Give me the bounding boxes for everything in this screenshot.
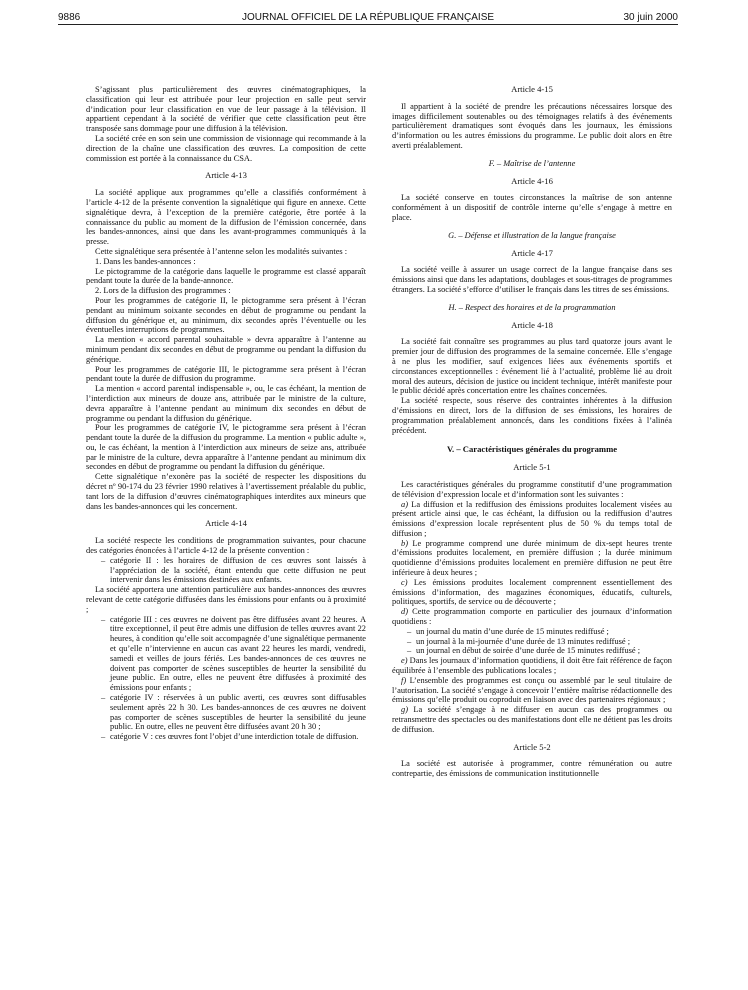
list-item-text: un journal à la mi-journée d’une durée de 13 minutes rediffusé ; <box>416 636 631 646</box>
paragraph: S’agissant plus particulièrement des œuvres cinématographiques, la classification qui leur est attribuée pour leur projection en salle peut servir d’indication pour leur classification en vue de leur passage à la télévision. Il appartient cependant à la société de vérifier que cette classification peut être transposée sans dommage pour une diffusion à la télévision. <box>86 85 366 134</box>
paragraph: La société crée en son sein une commission de visionnage qui recommande à la direction de la chaîne une classification des œuvres. La composition de cette commission est portée à la connaissance du CSA. <box>86 133 366 163</box>
journal-title: JOURNAL OFFICIEL DE LA RÉPUBLIQUE FRANÇAISE <box>241 12 495 23</box>
paragraph: La société respecte, sous réserve des contraintes inhérentes à la diffusion d’émissions en direct, lors de la diffusion de ses émissions, les horaires de programmation préalablement annoncés, dans les conditions fixées à l’alinéa précédent. <box>392 396 672 435</box>
paragraph: Pour les programmes de catégorie IV, le pictogramme sera présent à l’écran pendant toute la durée de la diffusion du programme. La mention « public adulte », ou, le cas échéant, la mention à l’interdiction aux mineurs de seize ans, attribuée par le ministre de la culture, devra apparaître à l’antenne pendant au minimum dix secondes en début de programme ou pendant la diffusion du générique. <box>86 423 366 472</box>
paragraph: La société conserve en toutes circonstances la maîtrise de son antenne conformément à un dispositif de contrôle interne qu’elle s’engage à mettre en place. <box>392 193 672 222</box>
right-column <box>392 85 672 779</box>
list-item <box>86 732 366 742</box>
dash-bullet: – <box>407 646 412 656</box>
paragraph: La société est autorisée à programmer, contre rémunération ou autre contrepartie, des émissions de communication institutionnelle <box>392 759 672 779</box>
paragraph: Pour les programmes de catégorie III, le pictogramme sera présent à l’écran pendant toute la durée de diffusion du programme. <box>86 364 366 384</box>
dash-bullet: – <box>101 693 106 703</box>
lettered-paragraph: b) Le programme comprend une durée minimum de dix-sept heures trente d’émissions produites localement, en première diffusion ; la durée minimum quotidienne d’émissions produites localement en première diffusion ne peut être inférieure à deux heures ; <box>392 538 672 578</box>
list-item <box>86 693 366 732</box>
paragraph: Il appartient à la société de prendre les précautions nécessaires lorsque des images difficilement soutenables ou des témoignages relatifs à des événements particulièrement dramatiques sont évoqués dans les journaux, les émissions d’information ou les autres émissions du programme. Le public doit alors en être averti préalablement. <box>392 101 672 150</box>
paragraph: La société respecte les conditions de programmation suivantes, pour chacune des catégories énoncées à l’article 4-12 de la présente convention : <box>86 536 366 556</box>
article-heading: Article 4-17 <box>511 247 553 258</box>
category-list <box>86 556 366 585</box>
section-heading: H. – Respect des horaires et de la programmation <box>448 302 616 312</box>
section-heading: G. – Défense et illustration de la langue française <box>448 230 616 240</box>
article-heading: Article 4-14 <box>205 518 247 529</box>
list-item-text: catégorie II : les horaires de diffusion de ces œuvres sont laissés à l’appréciation de la société, étant entendu que cette diffusion ne peut intervenir dans les émissions destinées aux enfants. <box>110 555 366 585</box>
article-heading: Article 4-16 <box>511 175 553 186</box>
list-item <box>392 637 672 647</box>
header-rule <box>58 24 678 25</box>
paragraph: 1. Dans les bandes-annonces : <box>95 256 196 266</box>
dash-bullet: – <box>101 555 106 565</box>
left-column <box>86 85 366 742</box>
paragraph: Pour les programmes de catégorie II, le pictogramme sera présent à l’écran pendant au minimum soixante secondes en début de programme ou pendant la diffusion du générique et, au minimum, dix secondes après l’éventuelle ou les éventuelles interruptions de programmes. <box>86 295 366 335</box>
article-heading: Article 4-15 <box>511 84 553 94</box>
list-item-text: catégorie III : ces œuvres ne doivent pas être diffusées avant 22 heures. A titre exceptionnel, il peut être admis une diffusion de telles œuvres avant 22 heures, à condition qu’elle soit accompagnée d’une signalétique permanente et qu’elle n’intervienne en aucun cas avant 22 heures les mardi, vendredi, samedi et veilles de jours fériés. Les bandes-annonces de ces œuvres ne doivent pas comporter de scènes susceptibles de heurter la sensibilité du jeune public. En outre, elles ne peuvent être diffusées à proximité des émissions pour enfants ; <box>110 614 366 693</box>
lettered-paragraph: g) La société s’engage à ne diffuser en aucun cas des programmes ou retransmettre des spectacles ou des manifestations dont elle ne détient pas les droits de diffusion. <box>392 705 673 734</box>
list-item <box>392 627 672 637</box>
dash-bullet: – <box>101 732 106 742</box>
list-item-text: un journal du matin d’une durée de 15 minutes rediffusé ; <box>416 626 609 636</box>
paragraph: Cette signalétique n’exonère pas la société de respecter les dispositions du décret nº 90-174 du 23 février 1990 relatives à l’avertissement préalable du public, tant lors de la diffusion d’œuvres cinématographiques interdites aux mineurs que dans les bandes-annonces qui les concernent. <box>86 472 366 511</box>
title-heading: V. – Caractéristiques générales du programme <box>446 444 618 455</box>
dash-bullet: – <box>407 636 412 646</box>
lettered-paragraph: e) Dans les journaux d’information quotidiens, il doit être fait référence de façon équilibrée à l’ensemble des publications locales ; <box>392 656 672 676</box>
article-heading: Article 4-13 <box>205 170 247 181</box>
list-item <box>86 615 366 693</box>
paragraph: La mention « accord parental souhaitable » devra apparaître à l’antenne au minimum pendant dix secondes en début de programme ou pendant la diffusion du générique. <box>86 335 366 364</box>
lettered-paragraph: c) Les émissions produites localement comprennent essentiellement des émissions d’information, des magazines économiques, éducatifs, culturels, politiques, sportifs, de service ou de découverte ; <box>392 577 672 607</box>
section-heading: F. – Maîtrise de l’antenne <box>488 158 576 168</box>
paragraph: 2. Lors de la diffusion des programmes : <box>95 286 231 296</box>
paragraph: Le pictogramme de la catégorie dans laquelle le programme est classé apparaît pendant toute la durée de la bande-annonce. <box>86 266 366 286</box>
publication-date: 30 juin 2000 <box>623 12 678 23</box>
list-item <box>392 646 672 656</box>
paragraph: La société apportera une attention particulière aux bandes-annonces des œuvres relevant de cette catégorie diffusées dans les émissions pour enfants ou à proximité ; <box>86 585 366 614</box>
page-header <box>58 8 678 24</box>
lettered-paragraph: f) L’ensemble des programmes est conçu ou assemblé par le seul titulaire de l’autorisation. La société s’engage à concevoir l’entière maîtrise rédactionnelle des émissions qu’elle produit ou coproduit en liaison avec des partenaires régionaux ; <box>392 675 672 705</box>
list-item-text: catégorie IV : réservées à un public averti, ces œuvres sont diffusables seulement après 22 h 30. Les bandes-annonces de ces œuvres ne doivent pas comporter de scènes susceptibles de heurter la sensibilité du jeune public. En outre, elles ne peuvent être diffusées avant 20 h 30 ; <box>110 693 366 732</box>
paragraph: La société veille à assurer un usage correct de la langue française dans ses émissions ainsi que dans les adaptations, doublages et sous-titrages de programmes étrangers. La société s’efforce d’utiliser le français dans les titres de ses émissions. <box>392 265 672 294</box>
lettered-paragraph: a) La diffusion et la rediffusion des émissions produites localement visées au présent article ainsi que, le cas échéant, la diffusion ou la rediffusion d’autres émissions d’expression locale représentent plus de 50 % du temps total de diffusion ; <box>392 499 672 538</box>
article-heading: Article 5-1 <box>513 462 551 473</box>
page-number: 9886 <box>58 12 81 23</box>
dash-bullet: – <box>101 614 106 624</box>
article-heading: Article 5-2 <box>513 741 551 752</box>
lettered-paragraph: d) Cette programmation comporte en particulier des journaux d’information quotidiens : <box>392 607 672 627</box>
paragraph: La mention « accord parental indispensable », ou, le cas échéant, la mention de l’interdiction aux mineurs de douze ans, attribuée par le ministre de la culture, devra apparaître à l’antenne pendant au minimum dix secondes en début de programme ou pendant la diffusion du générique. <box>86 384 366 423</box>
paragraph: La société fait connaître ses programmes au plus tard quatorze jours avant le premier jour de diffusion des programmes de la semaine concernée. Elle s’engage à ne plus les modifier, sauf exigences liées aux événements sportifs et circonstances exceptionnelles : événement lié à l’actualité, problème lié au droit moral des auteurs, décision de justice ou incident technique, intérêt manifeste pour le public décidé après concertation entre les chaînes concernées. <box>392 337 672 396</box>
dash-bullet: – <box>407 626 412 636</box>
paragraph: La société applique aux programmes qu’elle a classifiés conformément à l’article 4-12 de la présente convention la signalétique qui figure en annexe. Cette signalétique devra, à l’exception de la première catégorie, être portée à la connaissance du public au moment de la diffusion de l’émission concernée, dans les bandes-annonces, ainsi que dans les avant-programmes communiqués à la presse. <box>86 188 366 247</box>
paragraph: Cette signalétique sera présentée à l’antenne selon les modalités suivantes : <box>95 246 348 256</box>
list-item-text: catégorie V : ces œuvres font l’objet d’une interdiction totale de diffusion. <box>110 732 359 742</box>
article-heading: Article 4-18 <box>511 319 553 330</box>
category-list <box>86 615 366 742</box>
list-item-text: un journal en début de soirée d’une durée de 15 minutes rediffusé ; <box>416 646 641 656</box>
paragraph: Les caractéristiques générales du programme constitutif d’une programmation de télévision d’expression locale et d’information sont les suivantes : <box>392 479 672 499</box>
journal-list <box>392 627 672 656</box>
list-item <box>86 556 366 585</box>
